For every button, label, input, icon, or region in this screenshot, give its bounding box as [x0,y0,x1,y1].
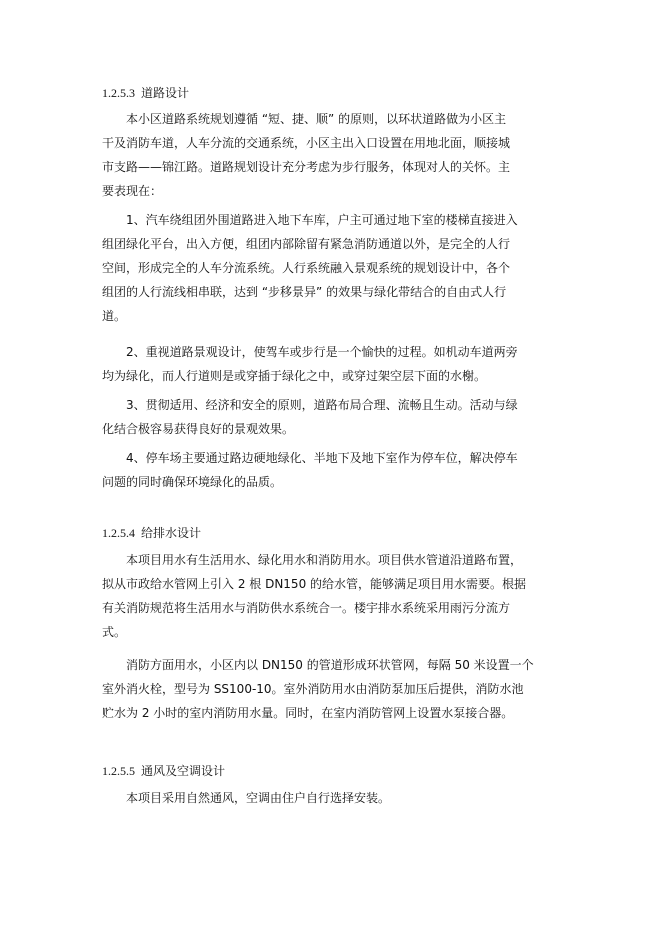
text-line: 均为绿化，而人行道则是或穿插于绿化之中，或穿过架空层下面的水榭。 [102,369,487,383]
road-intro-paragraph [102,107,562,203]
text-line: 道。 [102,309,127,323]
road-item-3-paragraph [102,393,562,441]
section-heading-road-design [102,85,189,101]
text-line: 有关消防规范将生活用水与消防供水系统合一。楼宇排水系统采用雨污分流方 [102,601,511,615]
ventilation-paragraph [102,786,562,810]
section-title: 给排水设计 [141,526,202,540]
section-number: 1.2.5.3 [102,86,135,100]
text-line: 4、停车场主要通过路边硬地绿化、半地下及地下室作为停车位，解决停车 [126,451,518,465]
text-line: 干及消防车道，人车分流的交通系统，小区主出入口设置在用地北面，顺接城 [102,136,511,150]
section-number: 1.2.5.5 [102,764,135,778]
section-heading-hvac-design [102,763,225,779]
text-line: 组团绿化平台，出入方便，组团内部除留有紧急消防通道以外，是完全的人行 [102,237,511,251]
fire-water-paragraph [102,653,562,725]
section-heading-water-design [102,525,201,541]
water-supply-paragraph [102,548,562,644]
text-line: 本项目用水有生活用水、绿化用水和消防用水。项目供水管道沿道路布置， [126,553,523,567]
text-line: 问题的同时确保环境绿化的品质。 [102,475,283,489]
text-line: 2、重视道路景观设计，使驾车或步行是一个愉快的过程。如机动车道两旁 [126,345,518,359]
text-line: 本小区道路系统规划遵循 “短、捷、顺” 的原则，以环状道路做为小区主 [126,112,507,126]
text-line: 组团的人行流线相串联，达到 “步移景异” 的效果与绿化带结合的自由式人行 [102,285,507,299]
text-line: 化结合极容易获得良好的景观效果。 [102,422,295,436]
road-item-1-paragraph [102,208,562,328]
text-line: 市支路——锦江路。道路规划设计充分考虑为步行服务，体现对人的关怀。主 [102,160,511,174]
text-line: 贮水为 2 小时的室内消防用水量。同时，在室内消防管网上设置水泵接合器。 [102,706,514,720]
section-title: 道路设计 [141,86,190,100]
text-line: 室外消火栓，型号为 SS100-10。室外消防用水由消防泵加压后提供，消防水池 [102,682,524,696]
text-line: 本项目采用自然通风，空调由住户自行选择安装。 [126,791,391,805]
section-number: 1.2.5.4 [102,526,135,540]
road-item-2-paragraph [102,340,562,388]
text-line: 3、贯彻适用、经济和安全的原则，道路布局合理、流畅且生动。活动与绿 [126,398,518,412]
section-title: 通风及空调设计 [141,764,226,778]
road-item-4-paragraph [102,446,562,494]
text-line: 式。 [102,625,127,639]
text-line: 要表现在： [102,184,163,198]
text-line: 1、汽车绕组团外围道路进入地下车库，户主可通过地下室的楼梯直接进入 [126,213,518,227]
text-line: 空间，形成完全的人车分流系统。人行系统融入景观系统的规划设计中，各个 [102,261,511,275]
text-line: 消防方面用水，小区内以 DN150 的管道形成环状管网，每隔 50 米设置一个 [126,658,534,672]
text-line: 拟从市政给水管网上引入 2 根 DN150 的给水管，能够满足项目用水需要。根据 [102,577,527,591]
